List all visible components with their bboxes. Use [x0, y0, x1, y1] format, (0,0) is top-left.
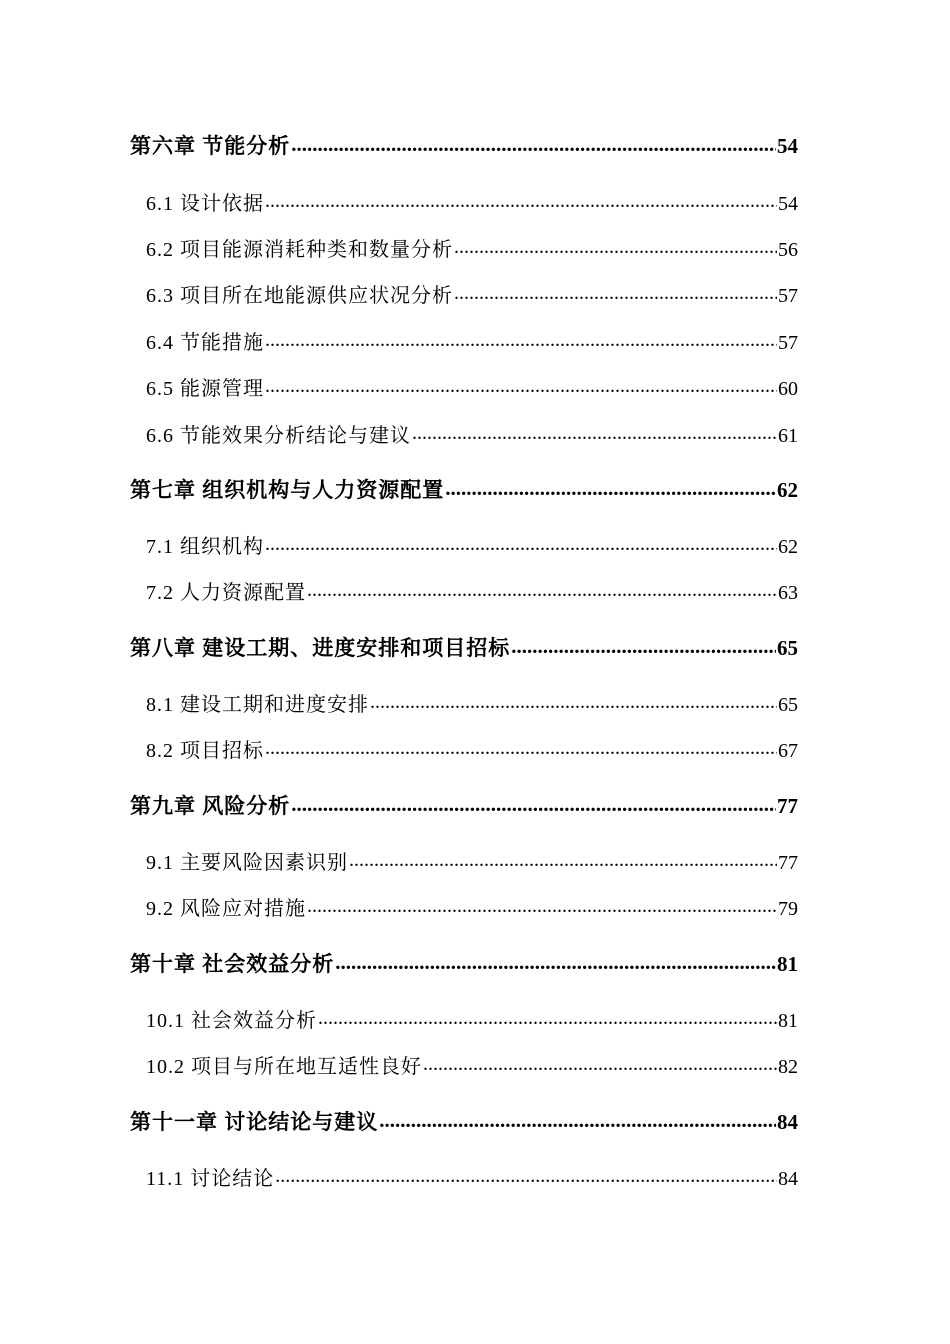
dot-leader	[265, 375, 777, 395]
toc-section-6-5[interactable]	[146, 372, 798, 401]
dot-leader	[291, 792, 776, 813]
toc-entry-page: 57	[778, 285, 798, 307]
dot-leader	[318, 1007, 777, 1027]
toc-entry-page: 56	[778, 239, 798, 261]
dot-leader	[370, 691, 777, 711]
toc-section-6-1[interactable]	[146, 187, 798, 216]
dot-leader	[445, 476, 776, 497]
toc-entry-title: 11.1 讨论结论	[146, 1168, 275, 1190]
dot-leader	[307, 579, 777, 599]
toc-entry-page: 61	[778, 425, 798, 447]
toc-entry-page: 81	[777, 952, 798, 976]
toc-entry-page: 65	[778, 694, 798, 716]
dot-leader	[511, 634, 776, 655]
dot-leader	[349, 849, 777, 869]
toc-entry-title: 第十一章 讨论结论与建议	[130, 1110, 379, 1134]
toc-entry-title: 第八章 建设工期、进度安排和项目招标	[130, 636, 511, 660]
toc-entry-page: 81	[778, 1010, 798, 1032]
toc-entry-page: 63	[778, 582, 798, 604]
toc-entry-page: 54	[778, 193, 798, 215]
toc-entry-page: 62	[777, 478, 798, 502]
toc-section-10-2[interactable]	[146, 1050, 798, 1079]
toc-chapter-10[interactable]	[130, 948, 798, 978]
dot-leader	[307, 895, 777, 915]
toc-section-6-3[interactable]	[146, 279, 798, 308]
toc-entry-title: 6.4 节能措施	[146, 332, 264, 354]
toc-entry-page: 77	[778, 852, 798, 874]
dot-leader	[423, 1053, 777, 1073]
toc-entry-page: 84	[777, 1110, 798, 1134]
toc-entry-page: 67	[778, 740, 798, 762]
toc-entry-page: 79	[778, 898, 798, 920]
dot-leader	[265, 190, 777, 210]
toc-section-7-1[interactable]	[146, 530, 798, 559]
toc-entry-title: 第九章 风险分析	[130, 794, 291, 818]
dot-leader	[265, 533, 777, 553]
toc-entry-page: 57	[778, 332, 798, 354]
toc-entry-title: 第六章 节能分析	[130, 134, 291, 158]
toc-section-9-1[interactable]	[146, 846, 798, 875]
toc-entry-title: 10.2 项目与所在地互适性良好	[146, 1056, 422, 1078]
toc-entry-page: 77	[777, 794, 798, 818]
toc-entry-page: 62	[778, 536, 798, 558]
toc-entry-title: 7.1 组织机构	[146, 536, 264, 558]
toc-chapter-11[interactable]	[130, 1106, 798, 1136]
toc-entry-page: 65	[777, 636, 798, 660]
toc-entry-title: 6.5 能源管理	[146, 378, 264, 400]
toc-section-11-1[interactable]	[146, 1162, 798, 1191]
toc-section-10-1[interactable]	[146, 1004, 798, 1033]
toc-entry-title: 7.2 人力资源配置	[146, 582, 306, 604]
toc-chapter-7[interactable]	[130, 474, 798, 504]
dot-leader	[275, 1165, 777, 1185]
toc-entry-title: 9.1 主要风险因素识别	[146, 852, 348, 874]
toc-entry-title: 8.2 项目招标	[146, 740, 264, 762]
toc-entry-title: 第七章 组织机构与人力资源配置	[130, 478, 445, 502]
toc-section-6-6[interactable]	[146, 419, 798, 448]
dot-leader	[265, 329, 777, 349]
toc-section-7-2[interactable]	[146, 576, 798, 605]
toc-section-8-1[interactable]	[146, 688, 798, 717]
dot-leader	[291, 132, 776, 153]
toc-chapter-8[interactable]	[130, 632, 798, 662]
toc-chapter-9[interactable]	[130, 790, 798, 820]
toc-section-8-2[interactable]	[146, 734, 798, 763]
toc-chapter-6[interactable]	[130, 130, 798, 160]
toc-entry-page: 54	[777, 134, 798, 158]
toc-entry-page: 60	[778, 378, 798, 400]
dot-leader	[454, 282, 777, 302]
dot-leader	[379, 1108, 776, 1129]
dot-leader	[412, 422, 777, 442]
toc-section-9-2[interactable]	[146, 892, 798, 921]
toc-entry-title: 10.1 社会效益分析	[146, 1010, 317, 1032]
toc-entry-title: 6.6 节能效果分析结论与建议	[146, 425, 411, 447]
toc-entry-title: 8.1 建设工期和进度安排	[146, 694, 369, 716]
dot-leader	[265, 737, 777, 757]
toc-entry-page: 84	[778, 1168, 798, 1190]
toc-section-6-4[interactable]	[146, 326, 798, 355]
toc-entry-title: 9.2 风险应对措施	[146, 898, 306, 920]
toc-entry-title: 6.3 项目所在地能源供应状况分析	[146, 285, 453, 307]
toc-entry-title: 第十章 社会效益分析	[130, 952, 335, 976]
dot-leader	[335, 950, 776, 971]
toc-entry-page: 82	[778, 1056, 798, 1078]
dot-leader	[454, 236, 777, 256]
toc-entry-title: 6.2 项目能源消耗种类和数量分析	[146, 239, 453, 261]
toc-section-6-2[interactable]	[146, 233, 798, 262]
toc-entry-title: 6.1 设计依据	[146, 193, 264, 215]
